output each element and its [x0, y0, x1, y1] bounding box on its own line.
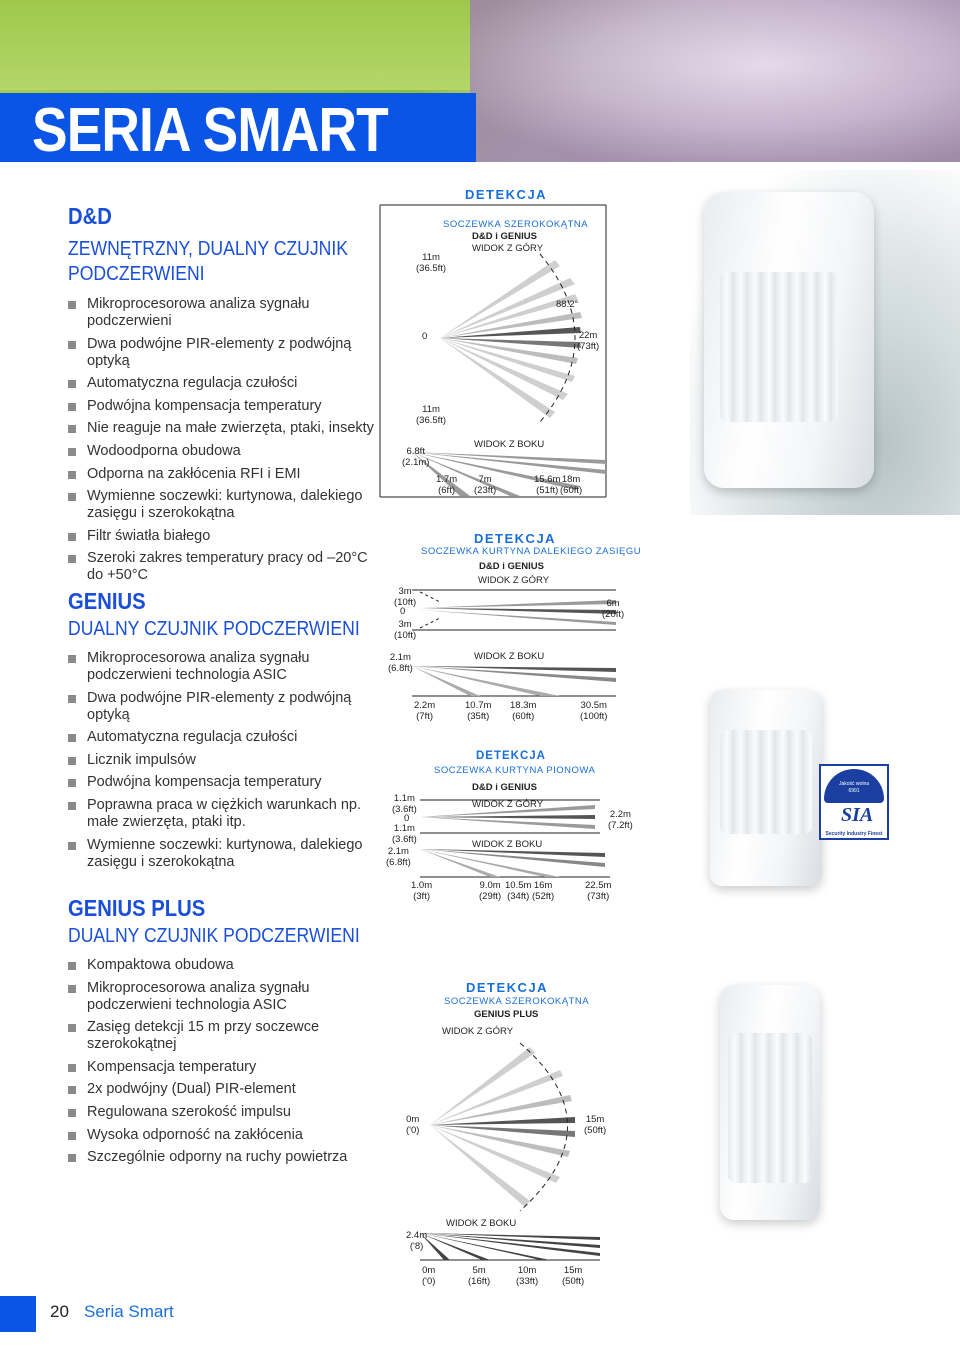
models-label: D&D i GENIUS — [472, 782, 537, 793]
list-item: Podwójna kompensacja temperatury — [68, 774, 380, 791]
product-genius-plus — [68, 895, 380, 1172]
axis-label: 11m (36.5ft) — [416, 404, 447, 426]
distance-label: 5m (16ft) — [468, 1265, 491, 1287]
diagram-curtain-long-range — [380, 530, 642, 722]
height-label: 2.1m (6.8ft) — [386, 846, 411, 868]
lens-name: SOCZEWKA KURTYNA DALEKIEGO ZASIĘGU — [421, 546, 642, 557]
axis-label: 0 — [400, 606, 406, 617]
page-number: 20 — [50, 1302, 69, 1321]
list-item: Odporna na zakłócenia RFI i EMI — [68, 466, 380, 483]
diagram-wide-angle — [380, 187, 700, 510]
product-subtitle: ZEWNĘTRZNY, DUALNY CZUJNIK PODCZERWIENI — [68, 238, 349, 285]
axis-label: 0 — [422, 331, 428, 342]
product-subtitle: DUALNY CZUJNIK PODCZERWIENI — [68, 925, 360, 947]
distance-label: 10.5m (34ft) — [505, 880, 532, 902]
distance-label: 7m (23ft) — [474, 474, 497, 496]
lens-name: SOCZEWKA SZEROKOKĄTNA — [444, 996, 590, 1007]
product-image-genius — [700, 690, 825, 890]
side-view-label: WIDOK Z BOKU — [472, 839, 543, 850]
detection-title: DETEKCJA — [476, 750, 546, 762]
list-item: 2x podwójny (Dual) PIR-element — [68, 1081, 380, 1098]
product-image-dd — [690, 170, 960, 515]
distance-label: 2.2m (7ft) — [414, 700, 436, 722]
detector-lens — [720, 272, 838, 422]
width-label: 2.2m (7.2ft) — [608, 809, 633, 831]
models-label: GENIUS PLUS — [474, 1009, 539, 1020]
badge-caption: Security Industry Finest — [825, 831, 883, 837]
distance-label: 9.0m (29ft) — [479, 880, 502, 902]
list-item: Dwa podwójne PIR-elementy z podwójną optyką — [68, 690, 380, 724]
axis-label: 3m (10ft) — [394, 619, 417, 641]
list-item: Wysoka odporność na zakłócenia — [68, 1127, 380, 1144]
distance-label: 0m ('0) — [422, 1265, 436, 1287]
list-item: Zasięg detekcji 15 m przy soczewce szerokokątnej — [68, 1019, 380, 1053]
list-item: Szczególnie odporny na ruchy powietrza — [68, 1149, 380, 1166]
list-item: Kompensacja temperatury — [68, 1059, 380, 1076]
list-item: Kompaktowa obudowa — [68, 957, 380, 974]
feature-list — [68, 650, 380, 871]
feature-list — [68, 296, 380, 584]
distance-label: 15m (50ft) — [562, 1265, 585, 1287]
width-label: 6m (20ft) — [602, 598, 625, 620]
badge-arch — [824, 769, 884, 803]
detector-housing — [710, 690, 822, 886]
distance-label: 18m (60ft) — [560, 474, 583, 496]
list-item: Wymienne soczewki: kurtynowa, dalekiego zasięgu i szerokokątna — [68, 488, 380, 522]
diagram-genius-plus — [400, 975, 620, 1287]
models-label: D&D i GENIUS — [479, 561, 544, 572]
product-image-genius-plus — [720, 985, 830, 1225]
distance-label: 30.5m (100ft) — [580, 700, 608, 722]
hero-bedding — [470, 0, 960, 162]
top-view-label: WIDOK Z GÓRY — [472, 243, 544, 254]
sia-logo: SIA — [841, 804, 874, 826]
distance-label: 10.7m (35ft) — [465, 700, 492, 722]
axis-label: 0 — [404, 813, 410, 824]
detection-title: DETEKCJA — [465, 187, 548, 202]
hero-wall — [0, 0, 470, 90]
height-label: 6.8ft (2.1m) — [402, 446, 430, 468]
detection-title: DETEKCJA — [474, 531, 557, 546]
side-view-label: WIDOK Z BOKU — [474, 439, 545, 450]
list-item: Poprawna praca w ciężkich warunkach np. małe zwierzęta, ptaki itp. — [68, 797, 380, 831]
distance-label: 16m (52ft) — [532, 880, 555, 902]
detector-housing — [720, 985, 820, 1220]
range-label: 22m (73ft) — [577, 330, 600, 352]
axis-label: 11m (36.5ft) — [416, 252, 447, 274]
top-view-label: WIDOK Z GÓRY — [478, 575, 550, 586]
distance-label: 22.5m (73ft) — [585, 880, 612, 902]
product-dd — [68, 203, 380, 590]
side-view-label: WIDOK Z BOKU — [446, 1218, 517, 1229]
top-view-label: WIDOK Z GÓRY — [472, 799, 544, 810]
list-item: Mikroprocesorowa analiza sygnału podczerwieni technologia ASIC — [68, 980, 380, 1014]
distance-label: 15.6m (51ft) — [534, 474, 561, 496]
list-item: Automatyczna regulacja czułości — [68, 729, 380, 746]
product-title: D&D — [68, 203, 112, 229]
angle-label: 88.2° — [556, 299, 579, 310]
detection-title: DETEKCJA — [466, 980, 549, 995]
side-view-label: WIDOK Z BOKU — [474, 651, 545, 662]
title-band — [0, 93, 476, 165]
height-label: 2.1m (6.8ft) — [388, 652, 413, 674]
list-item: Wodoodporna obudowa — [68, 443, 380, 460]
axis-label: 0m ('0) — [406, 1114, 420, 1136]
lens-name: SOCZEWKA KURTYNA PIONOWA — [434, 765, 596, 776]
list-item: Szeroki zakres temperatury pracy od –20°C do +50°C — [68, 550, 380, 584]
badge-text: Jakość wolna 6991 — [838, 781, 869, 794]
sia-badge — [819, 764, 889, 840]
list-item: Wymienne soczewki: kurtynowa, dalekiego zasięgu i szerokokątna — [68, 837, 380, 871]
axis-label: 1.1m (3.6ft) — [392, 793, 417, 815]
distance-label: 1.7m (6ft) — [436, 474, 458, 496]
footer-bar — [0, 1296, 36, 1332]
list-item: Mikroprocesorowa analiza sygnału podczerwieni — [68, 296, 380, 330]
list-item: Licznik impulsów — [68, 752, 380, 769]
detector-housing — [704, 192, 874, 488]
curtain-side-view — [412, 666, 616, 696]
axis-label: 3m (10ft) — [394, 586, 417, 608]
list-item: Podwójna kompensacja temperatury — [68, 398, 380, 415]
fan-side-view — [420, 1233, 600, 1260]
section-name: Seria Smart — [84, 1302, 174, 1321]
product-genius — [68, 588, 380, 876]
detector-lens — [720, 730, 812, 834]
product-subtitle: DUALNY CZUJNIK PODCZERWIENI — [68, 618, 360, 640]
curtain-top-view — [412, 590, 616, 630]
distance-label: 10m (33ft) — [516, 1265, 539, 1287]
range-label: 15m (50ft) — [584, 1114, 607, 1136]
distance-label: 18.3m (60ft) — [510, 700, 537, 722]
list-item: Automatyczna regulacja czułości — [68, 375, 380, 392]
fan-top-view — [430, 1043, 575, 1211]
top-view-label: WIDOK Z GÓRY — [442, 1026, 514, 1037]
feature-list — [68, 957, 380, 1166]
list-item: Nie reaguje na małe zwierzęta, ptaki, insekty — [68, 420, 380, 437]
diagram-frame — [380, 530, 630, 720]
lens-name: SOCZEWKA SZEROKOKĄTNA — [443, 219, 589, 230]
product-title: GENIUS — [68, 588, 146, 614]
distance-label: 1.0m (3ft) — [411, 880, 433, 902]
list-item: Dwa podwójne PIR-elementy z podwójną optyką — [68, 336, 380, 370]
list-item: Filtr światła białego — [68, 528, 380, 545]
height-label: 2.4m ('8) — [406, 1230, 428, 1252]
page-title: SERIA SMART — [32, 96, 388, 165]
fan-top-view — [440, 254, 582, 422]
list-item: Regulowana szerokość impulsu — [68, 1104, 380, 1121]
product-title: GENIUS PLUS — [68, 895, 206, 921]
detector-lens — [728, 1033, 812, 1183]
list-item: Mikroprocesorowa analiza sygnału podczerwieni technologia ASIC — [68, 650, 380, 684]
vertical-side-view — [420, 849, 610, 877]
models-label: D&D i GENIUS — [472, 231, 537, 242]
axis-label: 1.1m (3.6ft) — [392, 823, 417, 845]
